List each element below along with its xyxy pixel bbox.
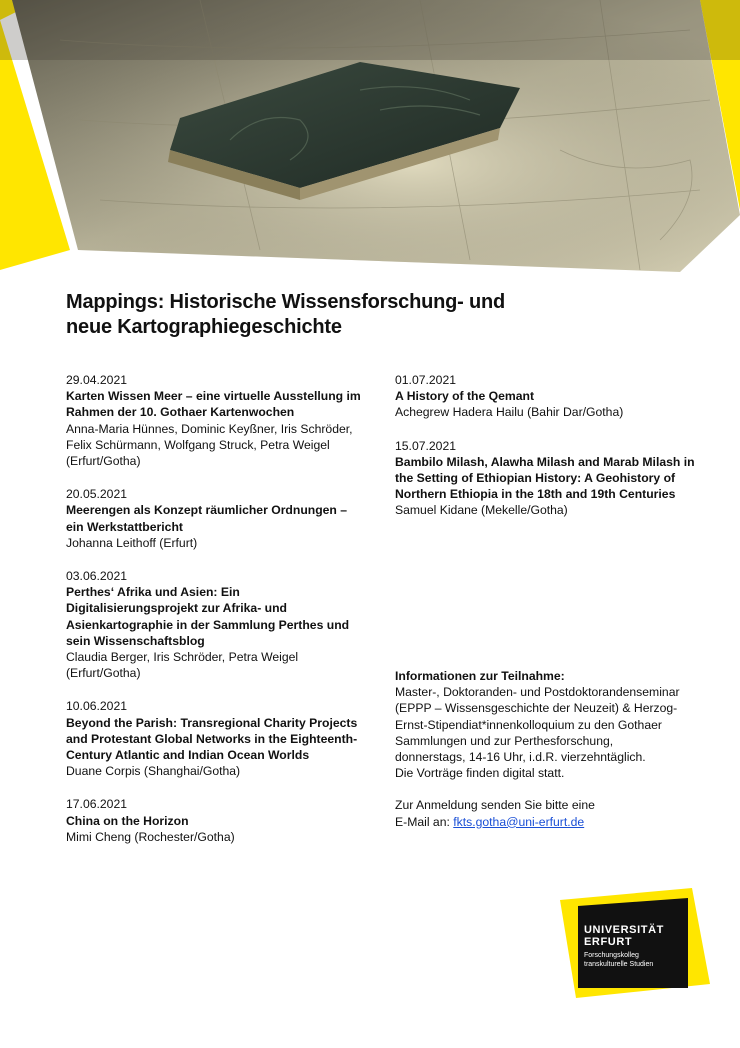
info-body: Master-, Doktoranden- und Postdoktorandenseminar (EPPP – Wissensgeschichte der Neuzeit) & Herzog-Ernst-Stipendiat*innenkolloquium zu den Gothaer Sammlungen und zur Perthesforschung, donnerstags, 14-16 Uhr, i.d.R. vierzehntäglich. [395, 685, 680, 765]
logo-subtitle [584, 951, 664, 969]
event-date: 01.07.2021 [395, 373, 456, 387]
logo-line-1: UNIVERSITÄT [584, 924, 664, 936]
event-speakers: Mimi Cheng (Rochester/Gotha) [66, 829, 235, 844]
event-speakers: Johanna Leithoff (Erfurt) [66, 535, 198, 550]
title-line-1: Mappings: Historische Wissensforschung- und [66, 291, 506, 313]
logo-sub-2: transkulturelle Studien [584, 961, 654, 968]
schedule-left-column [66, 372, 366, 862]
event-item [395, 438, 695, 519]
event-date: 29.04.2021 [66, 373, 127, 387]
event-speakers: Achegrew Hadera Hailu (Bahir Dar/Gotha) [395, 405, 624, 420]
info-heading: Informationen zur Teilnahme: [395, 669, 565, 683]
info-digital: Die Vorträge finden digital statt. [395, 766, 565, 781]
event-item [66, 796, 366, 845]
event-date: 20.05.2021 [66, 487, 127, 502]
page-title [66, 290, 686, 340]
event-title: Beyond the Parish: Transregional Charity Projects and Protestant Global Networks in the Eighteenth-Century Atlantic and Indian Ocean Worlds [66, 715, 358, 763]
hero-image [0, 0, 740, 280]
participation-info [395, 668, 685, 830]
logo-text [584, 924, 664, 969]
event-title: China on the Horizon [66, 813, 189, 828]
event-speakers: Samuel Kidane (Mekelle/Gotha) [395, 503, 568, 518]
event-item [66, 568, 366, 681]
email-link[interactable]: fkts.gotha@uni-erfurt.de [453, 814, 585, 829]
event-speakers: Claudia Berger, Iris Schröder, Petra Weigel (Erfurt/Gotha) [66, 650, 299, 681]
logo-line-2: ERFURT [584, 936, 633, 948]
event-title: Meerengen als Konzept räumlicher Ordnungen – ein Werkstattbericht [66, 503, 348, 534]
event-item [66, 372, 366, 469]
event-item [66, 698, 366, 779]
event-title: A History of the Qemant [395, 389, 535, 404]
event-title: Karten Wissen Meer – eine virtuelle Ausstellung im Rahmen der 10. Gothaer Kartenwochen [66, 389, 361, 420]
event-speakers: Anna-Maria Hünnes, Dominic Keyßner, Iris Schröder, Felix Schürmann, Wolfgang Struck, Petra Weigel (Erfurt/Gotha) [66, 421, 353, 469]
event-date: 10.06.2021 [66, 699, 127, 714]
event-speakers: Duane Corpis (Shanghai/Gotha) [66, 764, 241, 779]
event-title: Perthes‘ Afrika und Asien: Ein Digitalisierungsprojekt zur Afrika- und Asienkartographie in der Sammlung Perthes und sein Wissenschaftsblog [66, 585, 350, 648]
info-email-line [395, 814, 685, 830]
event-item [395, 372, 695, 421]
event-date: 15.07.2021 [395, 438, 456, 453]
title-line-2: neue Kartographiegeschichte [66, 316, 342, 338]
event-item [66, 486, 366, 551]
email-prefix: E-Mail an: [395, 814, 454, 829]
schedule-right-column [395, 372, 695, 536]
info-register: Zur Anmeldung senden Sie bitte eine [395, 798, 595, 813]
logo-sub-1: Forschungskolleg [584, 952, 639, 959]
event-date: 17.06.2021 [66, 797, 127, 812]
event-date: 03.06.2021 [66, 569, 127, 584]
event-title: Bambilo Milash, Alawha Milash and Marab Milash in the Setting of Ethiopian History: A Geohistory of Northern Ethiopia in the 18th and 19th Centuries [395, 454, 695, 502]
